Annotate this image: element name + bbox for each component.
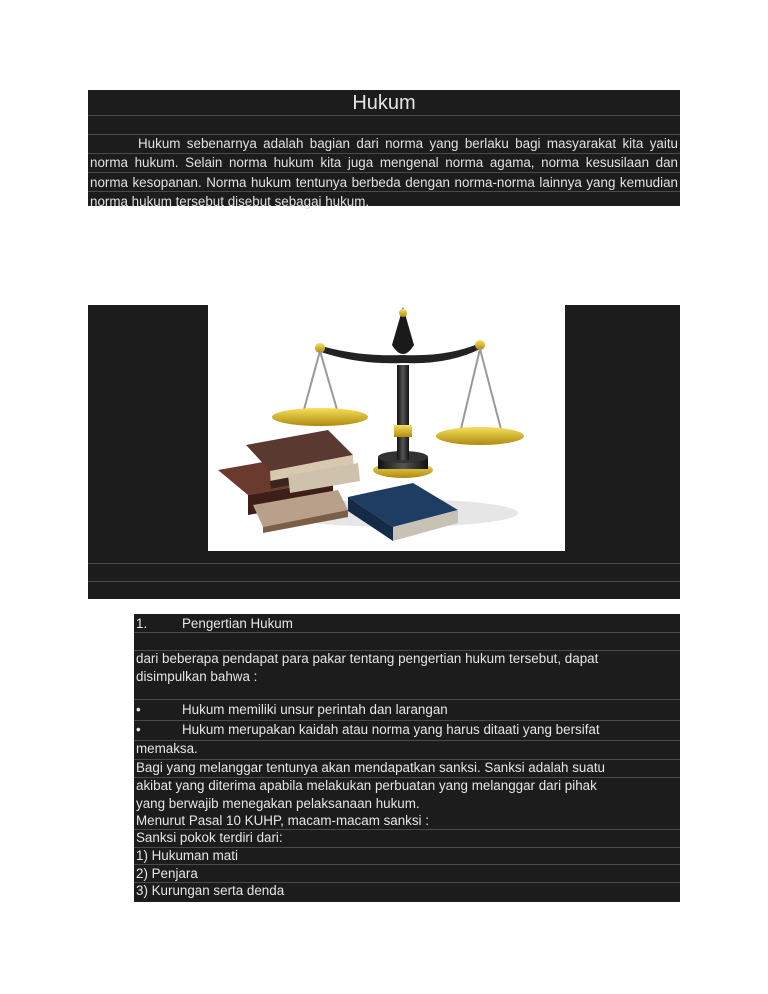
image-block <box>88 305 680 599</box>
bullet-continuation: memaksa. <box>136 741 198 756</box>
intro-paragraph <box>88 134 680 211</box>
section-number: 1. <box>136 616 148 631</box>
scales-of-justice-image <box>208 305 565 551</box>
kuhp-line: Menurut Pasal 10 KUHP, macam-macam sanksi : <box>136 813 429 828</box>
definition-block <box>134 614 680 902</box>
sanction-item-1: 1) Hukuman mati <box>136 848 238 863</box>
sanction-item-3: 3) Kurungan serta denda <box>136 883 285 898</box>
section-heading <box>136 616 678 631</box>
lead-line-1: dari beberapa pendapat para pakar tentang pengertian hukum tersebut, dapat <box>136 651 599 666</box>
sanction-item-2: 2) Penjara <box>136 866 198 881</box>
document-title: Hukum <box>352 92 416 114</box>
intro-block <box>88 90 680 209</box>
bullet-text: Hukum merupakan kaidah atau norma yang harus ditaati yang bersifat <box>182 722 600 737</box>
bullet-icon: • <box>136 722 141 737</box>
sanksi-line-2: akibat yang diterima apabila melakukan perbuatan yang melanggar dari pihak <box>136 778 597 793</box>
section-title: Pengertian Hukum <box>182 616 293 631</box>
bullet-icon: • <box>136 702 141 717</box>
lead-line-2: disimpulkan bahwa : <box>136 669 258 684</box>
intro-text: Hukum sebenarnya adalah bagian dari norma yang berlaku bagi masyarakat kita yaitu norma hukum. Selain norma hukum kita juga mengenal norma agama, norma kesusilaan dan norma kesopanan. Norma hukum tentunya berbeda dengan norma-norma lainnya yang kemudian norma hukum tersebut disebut sebagai hukum. <box>90 136 678 209</box>
bullet-item-1 <box>136 702 678 717</box>
sanksi-line-3: yang berwajib menegakan pelaksanaan hukum. <box>136 796 420 811</box>
bullet-item-2 <box>136 722 678 737</box>
bullet-text: Hukum memiliki unsur perintah dan larangan <box>182 702 448 717</box>
pokok-line: Sanksi pokok terdiri dari: <box>136 830 283 845</box>
sanksi-line-1: Bagi yang melanggar tentunya akan mendapatkan sanksi. Sanksi adalah suatu <box>136 760 605 775</box>
